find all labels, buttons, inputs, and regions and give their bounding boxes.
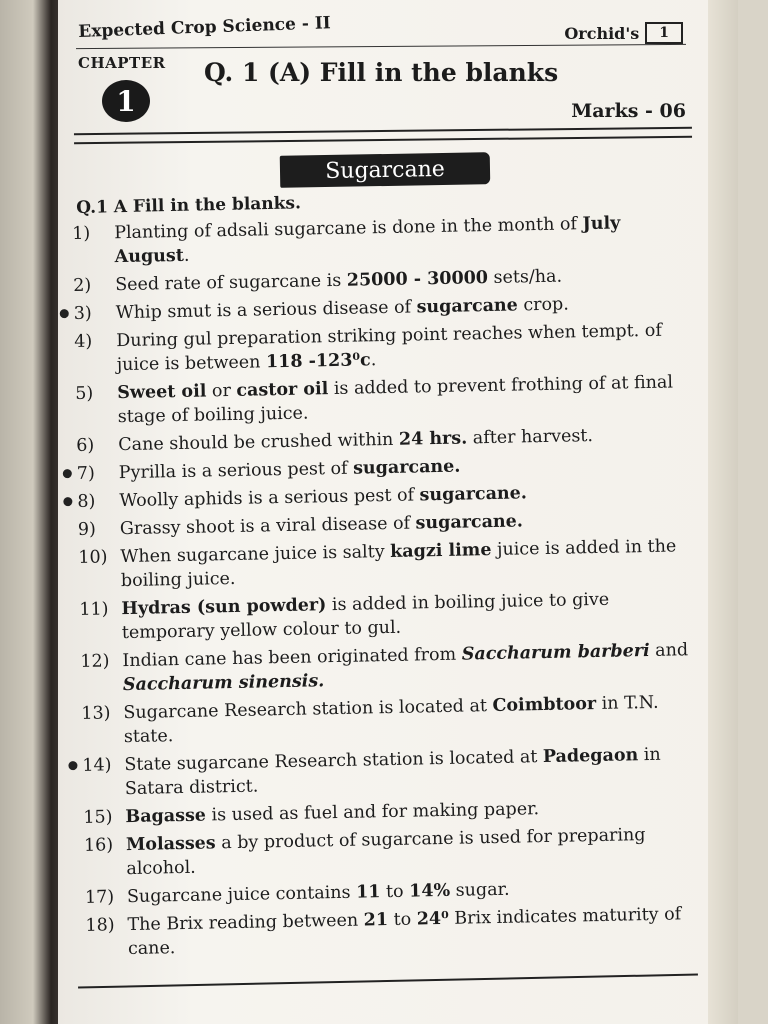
answer-text: sugarcane. bbox=[419, 483, 528, 506]
list-item bbox=[85, 902, 706, 962]
answer-text: 118 -123⁰c bbox=[265, 350, 371, 373]
item-text bbox=[126, 822, 705, 881]
answer-text: 24 hrs. bbox=[398, 428, 468, 450]
bullet-mark bbox=[63, 469, 72, 478]
header-divider bbox=[76, 44, 686, 49]
answer-text: 24⁰ bbox=[416, 908, 449, 930]
item-text-segment: Woolly aphids is a serious pest of bbox=[119, 485, 420, 512]
item-text-segment: Whip smut is a serious disease of bbox=[115, 297, 417, 324]
item-text-segment: Sugarcane Research station is located at bbox=[123, 696, 493, 724]
answer-text: 21 bbox=[363, 910, 389, 931]
item-text-segment: is added in boiling juice to give temporary yellow colour to gul. bbox=[121, 589, 610, 644]
item-number: 12) bbox=[80, 651, 110, 672]
bottom-divider bbox=[78, 974, 698, 989]
item-text-segment: State sugarcane Research station is located at bbox=[124, 747, 544, 776]
item-number: 11) bbox=[79, 599, 109, 620]
list-item bbox=[79, 586, 700, 646]
item-text bbox=[122, 638, 701, 697]
list-item bbox=[80, 638, 701, 698]
publisher-block bbox=[564, 22, 683, 44]
list-item bbox=[75, 370, 696, 430]
item-text-segment: Seed rate of sugarcane is bbox=[115, 270, 347, 296]
item-number: 5) bbox=[75, 383, 94, 404]
item-text-segment: or bbox=[206, 380, 237, 402]
item-number: 14) bbox=[82, 755, 112, 776]
book-title: Expected Crop Science - II bbox=[78, 13, 332, 42]
answer-text: sugarcane. bbox=[415, 511, 524, 534]
item-text-segment: . bbox=[370, 350, 377, 371]
answer-text: Bagasse bbox=[125, 805, 207, 828]
list-item bbox=[81, 690, 702, 750]
item-number: 8) bbox=[77, 491, 96, 512]
item-number: 15) bbox=[83, 807, 113, 828]
item-text bbox=[120, 534, 699, 593]
item-number: 13) bbox=[81, 703, 111, 724]
item-text-segment: is used as fuel and for making paper. bbox=[205, 799, 540, 826]
item-number: 18) bbox=[85, 915, 115, 936]
item-text-segment: in Satara district. bbox=[124, 744, 661, 800]
marks-label: Marks - 06 bbox=[571, 100, 686, 122]
item-text-segment: Sugarcane juice contains bbox=[126, 882, 357, 908]
item-text-segment: after harvest. bbox=[467, 426, 594, 449]
answer-text: castor oil bbox=[236, 379, 329, 401]
item-text-segment: to bbox=[387, 909, 417, 931]
answer-text: Sweet oil bbox=[117, 381, 207, 404]
item-text-segment: to bbox=[380, 881, 410, 903]
item-text bbox=[121, 586, 700, 645]
answer-text: Padegaon bbox=[542, 745, 639, 768]
list-item bbox=[72, 210, 693, 270]
answer-text: 25000 - 30000 bbox=[346, 268, 489, 291]
answer-text: July August bbox=[114, 213, 621, 268]
item-text-segment: a by product of sugarcane is used for preparing alcohol. bbox=[126, 825, 646, 880]
question-heading: Q.1 A Fill in the blanks. bbox=[76, 193, 302, 218]
title-divider bbox=[74, 127, 692, 144]
item-number: 4) bbox=[74, 331, 93, 352]
list-item bbox=[84, 822, 705, 882]
answer-text: 14% bbox=[408, 880, 451, 902]
item-number: 3) bbox=[73, 303, 92, 324]
publisher-name: Orchid's bbox=[564, 23, 640, 43]
item-number: 1) bbox=[72, 223, 91, 244]
bullet-mark bbox=[63, 497, 72, 506]
bullet-mark bbox=[68, 761, 77, 770]
item-text bbox=[117, 370, 696, 429]
page-edge bbox=[708, 0, 738, 1024]
item-text bbox=[123, 690, 702, 749]
item-text-segment: When sugarcane juice is salty bbox=[120, 541, 391, 568]
answer-text: 11 bbox=[355, 882, 381, 903]
answer-text: Hydras (sun powder) bbox=[121, 595, 327, 620]
list-item bbox=[78, 534, 699, 594]
item-text-segment: in T.N. state. bbox=[123, 692, 659, 748]
item-text-segment: Cane should be crushed within bbox=[118, 429, 400, 456]
item-text-segment: sets/ha. bbox=[487, 266, 563, 289]
item-number: 17) bbox=[84, 887, 115, 908]
answer-text: Coimbtoor bbox=[492, 694, 597, 717]
item-text bbox=[127, 902, 706, 961]
answer-text: kagzi lime bbox=[389, 540, 492, 562]
item-text-segment: Pyrilla is a serious pest of bbox=[118, 458, 354, 484]
book-page bbox=[58, 0, 738, 1024]
item-text-segment: During gul preparation striking point reaches when tempt. of juice is between bbox=[116, 320, 663, 376]
item-text bbox=[114, 210, 693, 269]
item-number: 6) bbox=[76, 435, 95, 456]
answer-text: Saccharum sinensis. bbox=[122, 671, 325, 696]
chapter-number-badge: 1 bbox=[102, 80, 150, 122]
item-number: 16) bbox=[83, 835, 114, 856]
answer-text: sugarcane. bbox=[352, 456, 461, 479]
item-text-segment: Planting of adsali sugarcane is done in the month of bbox=[114, 214, 583, 244]
item-number: 2) bbox=[73, 275, 92, 296]
item-text-segment: Grassy shoot is a viral disease of bbox=[119, 513, 416, 540]
item-text-segment: The Brix reading between bbox=[127, 910, 364, 936]
section-heading bbox=[280, 152, 491, 188]
item-text-segment: crop. bbox=[517, 294, 570, 316]
answer-text: Molasses bbox=[125, 833, 216, 856]
answer-text: Saccharum barberi bbox=[461, 640, 650, 665]
item-text bbox=[124, 742, 703, 801]
item-number: 7) bbox=[76, 463, 95, 484]
item-number: 9) bbox=[77, 519, 97, 540]
bullet-mark bbox=[60, 309, 69, 318]
item-text-segment: sugar. bbox=[449, 879, 510, 901]
item-number: 10) bbox=[78, 547, 108, 568]
item-text-segment: Brix indicates maturity of cane. bbox=[127, 904, 682, 960]
item-text-segment: Indian cane has been originated from bbox=[122, 644, 462, 672]
item-text-segment: and bbox=[649, 640, 689, 661]
item-text-segment: is added to prevent frothing of at final stage of boiling juice. bbox=[117, 372, 674, 428]
item-text-segment: . bbox=[183, 245, 190, 266]
page-title: Q. 1 (A) Fill in the blanks bbox=[204, 58, 559, 87]
section-title: Sugarcane bbox=[324, 156, 446, 184]
list-item bbox=[82, 742, 703, 802]
answer-text: sugarcane bbox=[416, 295, 519, 318]
chapter-label: CHAPTER bbox=[78, 54, 166, 72]
item-text-segment: juice is added in the boiling juice. bbox=[120, 536, 677, 592]
book-spine-shadow bbox=[0, 0, 60, 1024]
page-number: 1 bbox=[645, 22, 683, 44]
item-text bbox=[116, 318, 695, 377]
fill-blank-list bbox=[72, 210, 706, 966]
list-item bbox=[74, 318, 695, 378]
